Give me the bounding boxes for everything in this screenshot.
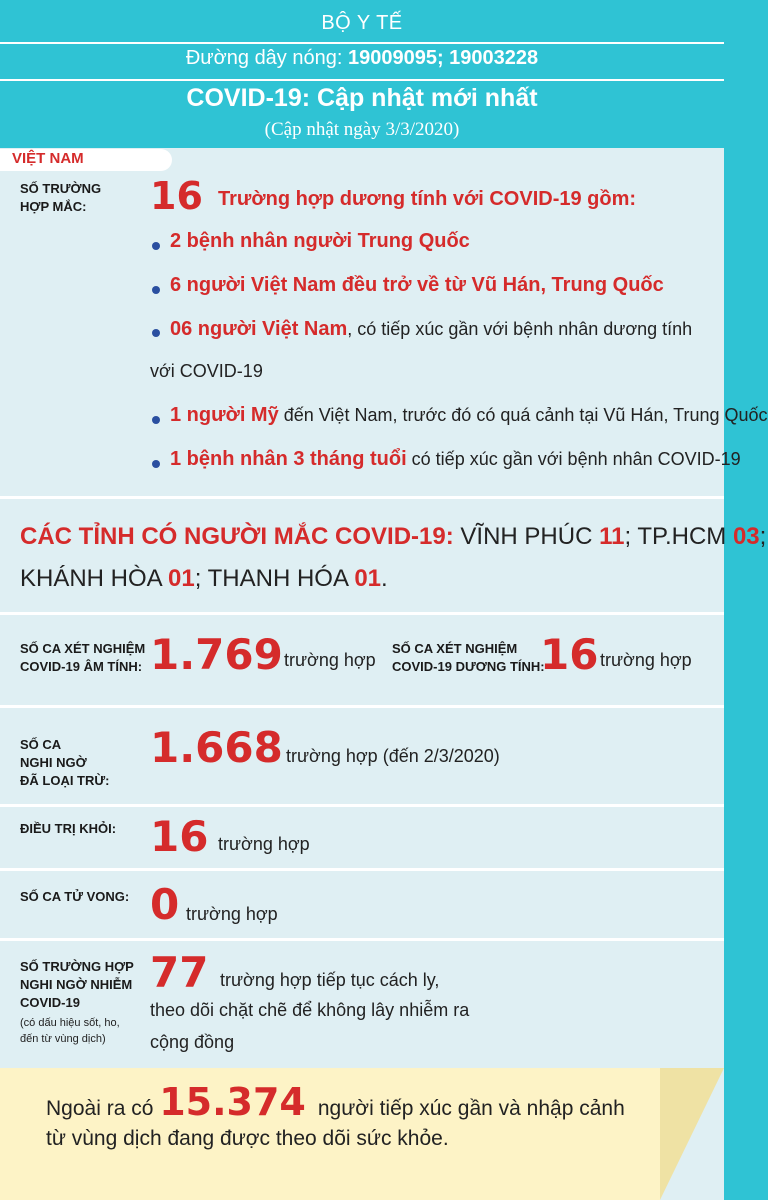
hotline-numbers: 19009095; 19003228 <box>347 47 539 69</box>
recovered-text: trường hợp <box>218 834 310 854</box>
section-divider <box>0 804 724 807</box>
isolation-number: 77 <box>150 948 209 997</box>
section-divider <box>0 868 724 871</box>
isolation-line-3: cộng đồng <box>150 1032 235 1052</box>
negative-tests-unit: trường hợp <box>284 650 376 670</box>
negative-tests-label: SỐ CA XÉT NGHIỆM COVID-19 ÂM TÍNH: <box>20 641 146 674</box>
bullet-icon <box>152 329 160 337</box>
bullet-icon <box>152 286 160 294</box>
suspected-label: SỐ CA NGHI NGỜ ĐÃ LOẠI TRỪ: <box>20 737 110 788</box>
recovered-label: ĐIỀU TRỊ KHỎI: <box>20 821 117 836</box>
section-divider <box>0 938 724 941</box>
hotline-label: Đường dây nóng: <box>185 47 348 69</box>
section-divider <box>0 496 724 499</box>
header-divider <box>0 79 724 81</box>
positive-tests-number: 16 <box>540 630 599 679</box>
isolation-line-2: theo dõi chặt chẽ để không lây nhiễm ra <box>150 1000 470 1020</box>
bullet-icon <box>152 460 160 468</box>
case-item-continued: với COVID-19 <box>150 361 263 381</box>
isolation-line-1: trường hợp tiếp tục cách ly, <box>220 970 440 990</box>
isolation-note: (có dấu hiệu sốt, ho, đến từ vùng dịch) <box>20 1017 120 1045</box>
case-item: 06 người Việt Nam, có tiếp xúc gần với bệnh nhân dương tính <box>170 318 693 340</box>
section-divider <box>0 612 724 615</box>
suspected-text: trường hợp (đến 2/3/2020) <box>286 746 500 766</box>
positive-tests-unit: trường hợp <box>600 650 692 670</box>
cases-text: Trường hợp dương tính với COVID-19 gồm: <box>218 188 637 210</box>
suspected-number: 1.668 <box>150 723 283 772</box>
page-title: COVID-19: Cập nhật mới nhất <box>186 84 538 112</box>
case-item: 6 người Việt Nam đều trở về từ Vũ Hán, Trung Quốc <box>170 274 664 296</box>
header-divider <box>0 42 724 44</box>
positive-tests-label: SỐ CA XÉT NGHIỆM COVID-19 DƯƠNG TÍNH: <box>392 641 545 674</box>
case-item: 1 người Mỹ đến Việt Nam, trước đó có quá cảnh tại Vũ Hán, Trung Quốc <box>170 404 768 426</box>
deaths-text: trường hợp <box>186 904 278 924</box>
ministry-title: BỘ Y TẾ <box>321 12 403 34</box>
negative-tests-number: 1.769 <box>150 630 283 679</box>
cases-number: 16 <box>150 174 203 218</box>
deaths-label: SỐ CA TỬ VONG: <box>20 889 130 904</box>
bullet-icon <box>152 416 160 424</box>
page-fold <box>660 1068 724 1200</box>
deaths-number: 0 <box>150 880 180 929</box>
isolation-label: SỐ TRƯỜNG HỢP NGHI NGỜ NHIỄM COVID-19 <box>20 959 134 1010</box>
cases-label: SỐ TRƯỜNG HỢP MẮC: <box>20 181 102 214</box>
footer-line-1: Ngoài ra có 15.374 người tiếp xúc gần và nhập cảnh <box>46 1080 625 1124</box>
case-item: 1 bệnh nhân 3 tháng tuổi có tiếp xúc gần với bệnh nhân COVID-19 <box>170 448 741 470</box>
country-tag-label: VIỆT NAM <box>12 150 84 167</box>
section-divider <box>0 705 724 708</box>
provinces-line-1: CÁC TỈNH CÓ NGƯỜI MẮC COVID-19: VĨNH PHÚC 11; TP.HCM 03; <box>20 523 767 550</box>
hotline <box>0 47 724 70</box>
footer-line-2: từ vùng dịch đang được theo dõi sức khỏe. <box>46 1127 449 1150</box>
case-item: 2 bệnh nhân người Trung Quốc <box>170 230 470 252</box>
update-date: (Cập nhật ngày 3/3/2020) <box>264 119 460 140</box>
recovered-number: 16 <box>150 812 209 861</box>
bullet-icon <box>152 242 160 250</box>
provinces-line-2: KHÁNH HÒA 01; THANH HÓA 01. <box>20 565 388 592</box>
